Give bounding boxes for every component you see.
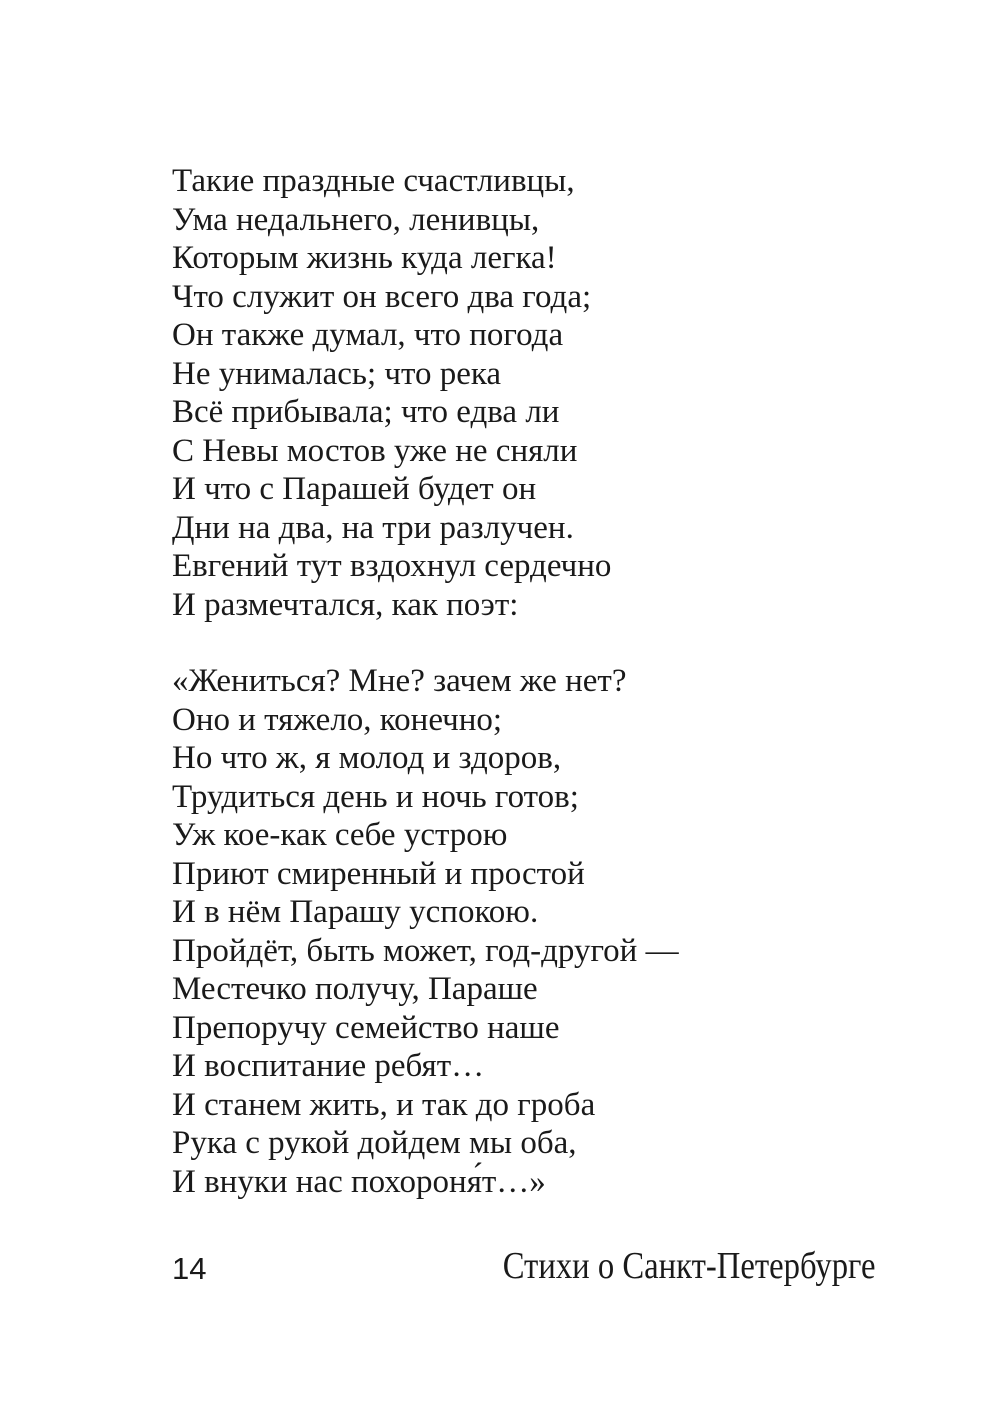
- page-number: 14: [172, 1251, 207, 1286]
- poem-line: Рука с рукой дойдем мы оба,: [172, 1125, 577, 1161]
- poem-line: Трудиться день и ночь готов;: [172, 778, 579, 815]
- page-footer: [0, 1243, 1000, 1293]
- poem-line: Уж кое-как себе устрою: [172, 817, 508, 853]
- poem-line: Дни на два, на три разлучен.: [172, 509, 574, 546]
- poem-line: И станем жить, и так до гроба: [172, 1086, 596, 1123]
- poem-line: Но что ж, я молод и здоров,: [172, 740, 562, 776]
- poem-line: Не унималась; что река: [172, 355, 502, 392]
- poem-line: И что с Парашей будет он: [172, 471, 537, 507]
- poem-line: Препоручу семейство наше: [172, 1009, 560, 1046]
- stanza: [172, 162, 679, 624]
- poem-line: Такие праздные счастливцы,: [172, 163, 575, 199]
- poem-line: Пройдёт, быть может, год-другой —: [172, 932, 679, 969]
- poem-line: Евгений тут вздохнул сердечно: [172, 548, 612, 584]
- poem-line: Оно и тяжело, конечно;: [172, 701, 503, 738]
- poem-line: И размечтался, как поэт:: [172, 586, 519, 623]
- poem-line: Приют смиренный и простой: [172, 855, 585, 892]
- running-title: Стихи о Санкт-Петербурге: [503, 1245, 876, 1287]
- poem-line: Местечко получу, Параше: [172, 971, 538, 1007]
- poem-line: Всё прибывала; что едва ли: [172, 394, 560, 430]
- poem-line: Он также думал, что погода: [172, 317, 564, 353]
- poem-line: И воспитание ребят…: [172, 1048, 485, 1084]
- poem-line: Ума недальнего, ленивцы,: [172, 201, 540, 238]
- poem-line: С Невы мостов уже не сняли: [172, 432, 578, 469]
- poem-line: Которым жизнь куда легка!: [172, 240, 557, 276]
- poem-line: И внуки нас похороня́т…»: [172, 1163, 546, 1200]
- poem-line: Что служит он всего два года;: [172, 278, 592, 315]
- poem-line: И в нём Парашу успокою.: [172, 894, 539, 930]
- stanza: [172, 662, 679, 1201]
- poem-line: «Жениться? Мне? зачем же нет?: [172, 663, 627, 699]
- poem-text: [172, 162, 679, 1201]
